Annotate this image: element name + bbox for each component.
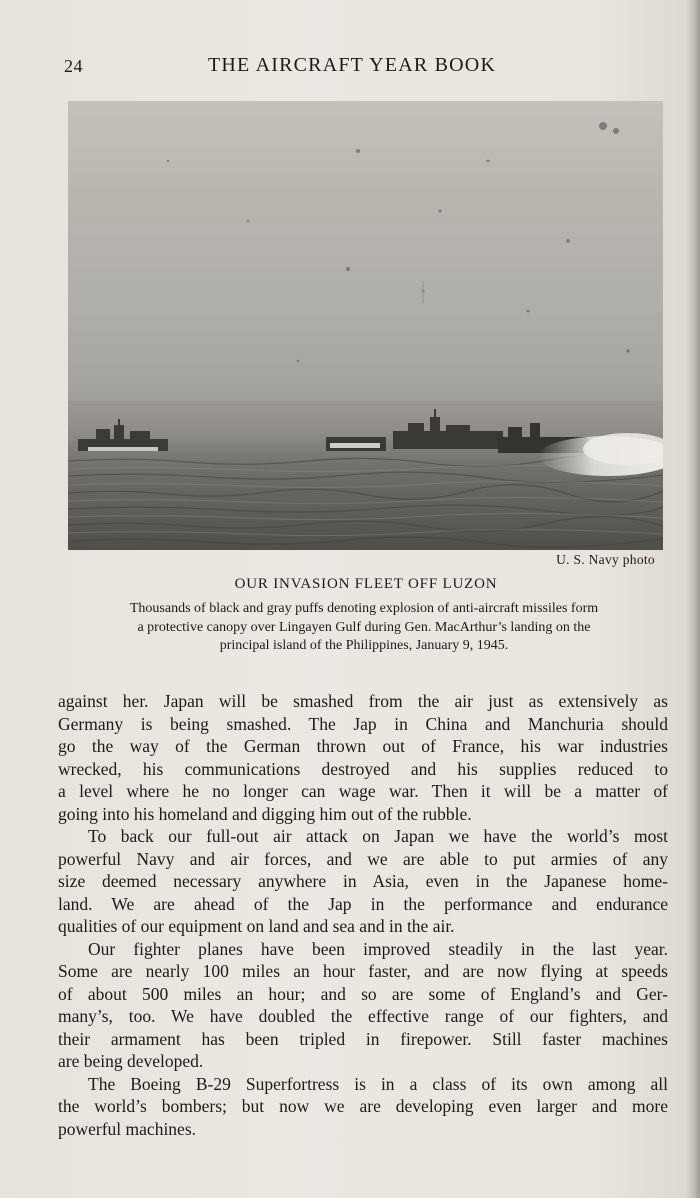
- figure-caption: [58, 600, 670, 656]
- paragraph: [58, 1073, 668, 1141]
- text-line: land. We are ahead of the Jap in the performance and endurance: [58, 893, 668, 914]
- text-line: going into his homeland and digging him out of the rubble.: [58, 803, 472, 824]
- text-line: powerful machines.: [58, 1118, 197, 1139]
- text-line: size deemed necessary anywhere in Asia, even in the Japanese home-: [58, 871, 668, 891]
- body-text: [58, 690, 668, 1140]
- caption-line: a protective canopy over Lingayen Gulf during Gen. MacArthur’s landing on the: [137, 619, 591, 635]
- paragraph: [58, 938, 668, 1073]
- text-line: powerful Navy and air forces, and we are able to put armies of any: [58, 848, 668, 869]
- text-line: wrecked, his communications destroyed and his supplies reduced to: [58, 758, 668, 779]
- text-line: many’s, too. We have doubled the effective range of our fighters, and: [58, 1006, 668, 1026]
- photo-credit: U. S. Navy photo: [556, 552, 655, 567]
- text-line: Germany is being smashed. The Jap in China and Manchuria should: [58, 713, 668, 734]
- text-line: The Boeing B-29 Superfortress is in a class of its own among all: [88, 1073, 668, 1094]
- text-line: qualities of our equipment on land and sea and in the air.: [58, 916, 455, 936]
- text-line: of about 500 miles an hour; and so are some of England’s and Ger-: [58, 983, 668, 1004]
- running-head: THE AIRCRAFT YEAR BOOK: [208, 54, 497, 76]
- text-line: are being developed.: [58, 1051, 204, 1071]
- text-line: a level where he no longer can wage war. Then it will be a matter of: [58, 781, 668, 801]
- text-line: their armament has been tripled in firepower. Still faster machines: [58, 1028, 668, 1049]
- caption-line: principal island of the Philippines, January 9, 1945.: [219, 638, 509, 653]
- caption-line: Thousands of black and gray puffs denoting explosion of anti-aircraft missiles form: [129, 601, 599, 616]
- text-line: To back our full-out air attack on Japan we have the world’s most: [88, 826, 668, 846]
- text-line: Some are nearly 100 miles an hour faster, and are now flying at speeds: [58, 961, 668, 981]
- binding-shadow: [686, 0, 700, 1198]
- text-line: against her. Japan will be smashed from the air just as extensively as: [58, 691, 668, 711]
- page-number: 24: [64, 56, 83, 76]
- paragraph: [58, 825, 668, 938]
- text-line: Our fighter planes have been improved steadily in the last year.: [88, 938, 668, 959]
- figure-title: OUR INVASION FLEET OFF LUZON: [234, 576, 498, 592]
- text-line: go the way of the German thrown out of France, his war industries: [58, 736, 668, 756]
- invasion-fleet-photo: [68, 101, 663, 550]
- text-line: the world’s bombers; but now we are developing even larger and more: [58, 1096, 668, 1116]
- paragraph: [58, 690, 668, 825]
- page-header: [0, 52, 700, 82]
